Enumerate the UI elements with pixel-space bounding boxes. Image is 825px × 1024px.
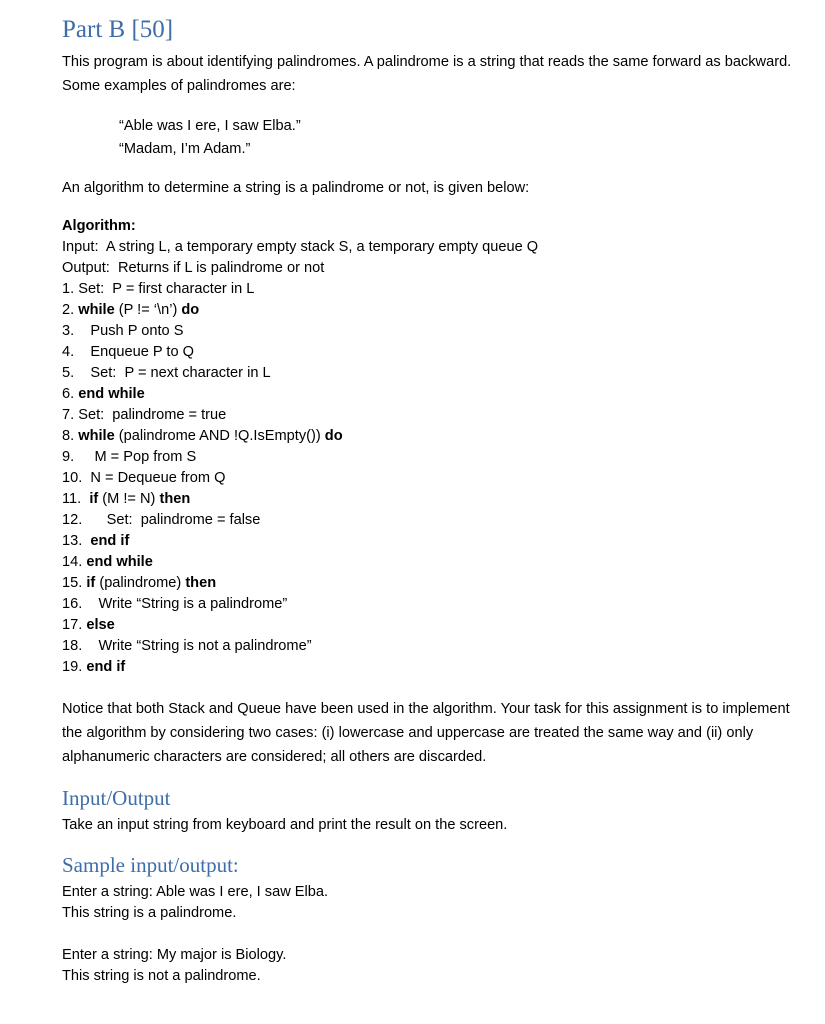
step-num: 4. [62, 344, 75, 360]
sample-1-output: This string is a palindrome. [62, 905, 237, 921]
algorithm-heading: Algorithm: [62, 218, 136, 234]
step-kw2: do [324, 428, 343, 444]
step-pre: M = Pop from S [74, 449, 197, 465]
step-pre: Push P onto S [74, 323, 184, 339]
step-post: (P != ‘\n’) [114, 302, 182, 318]
step-post: (M != N) [98, 491, 160, 507]
sample-2-output: This string is not a palindrome. [62, 968, 261, 984]
step-num: 19. [62, 659, 83, 675]
step-num: 12. [62, 512, 83, 528]
algorithm-step [62, 594, 538, 615]
algorithm-step [62, 657, 538, 678]
example-palindrome-1: “Able was I ere, I saw Elba.” [119, 118, 301, 134]
step-num: 6. [62, 386, 75, 402]
step-kw: if [89, 491, 99, 507]
step-num: 7. [62, 407, 75, 423]
algorithm-input: Input: A string L, a temporary empty stack S, a temporary empty queue Q [62, 239, 539, 255]
step-num: 14. [62, 554, 83, 570]
step-pre: Set: P = next character in L [74, 365, 271, 381]
algorithm-step [62, 342, 538, 363]
step-num: 9. [62, 449, 75, 465]
algorithm-intro: An algorithm to determine a string is a palindrome or not, is given below: [62, 180, 530, 196]
step-kw2: then [185, 575, 217, 591]
example-palindrome-2: “Madam, I’m Adam.” [119, 141, 251, 157]
algorithm-step [62, 573, 538, 594]
step-pre: Write “String is not a palindrome” [82, 638, 312, 654]
step-pre: Set: palindrome = true [74, 407, 227, 423]
step-num: 10. [62, 470, 83, 486]
algorithm-block [62, 216, 538, 678]
notice-paragraph: Notice that both Stack and Queue have been used in the algorithm. Your task for this assignment is to implement the algorithm by considering two cases: (i) lowercase and uppercase are treated the same way and (ii) only alphanumeric characters are considered; all others are discarded. [62, 701, 790, 765]
step-kw2: do [181, 302, 200, 318]
algorithm-step [62, 300, 538, 321]
intro-paragraph: This program is about identifying palindromes. A palindrome is a string that reads the same forward as backward. Some examples of palindromes are: [62, 54, 792, 94]
step-num: 8. [62, 428, 75, 444]
step-kw2: then [159, 491, 191, 507]
step-kw: if [86, 575, 96, 591]
io-text: Take an input string from keyboard and print the result on the screen. [62, 817, 508, 833]
step-num: 15. [62, 575, 83, 591]
algorithm-step [62, 384, 538, 405]
sample-heading: Sample input/output: [62, 853, 239, 877]
algorithm-step [62, 510, 538, 531]
algorithm-step [62, 426, 538, 447]
step-pre: Enqueue P to Q [74, 344, 194, 360]
sample-2-input: Enter a string: My major is Biology. [62, 947, 287, 963]
step-post: (palindrome) [95, 575, 186, 591]
algorithm-step [62, 531, 538, 552]
algorithm-step [62, 447, 538, 468]
step-num: 16. [62, 596, 83, 612]
step-kw: while [78, 428, 115, 444]
algorithm-step [62, 615, 538, 636]
page-title: Part B [50] [62, 16, 174, 43]
sample-1-input: Enter a string: Able was I ere, I saw Elba. [62, 884, 329, 900]
step-kw: end while [78, 386, 145, 402]
algorithm-output: Output: Returns if L is palindrome or not [62, 260, 325, 276]
algorithm-step [62, 636, 538, 657]
step-pre: Set: palindrome = false [82, 512, 261, 528]
step-post: (palindrome AND !Q.IsEmpty()) [114, 428, 325, 444]
algorithm-step [62, 405, 538, 426]
step-num: 17. [62, 617, 83, 633]
step-kw: while [78, 302, 115, 318]
step-num: 2. [62, 302, 75, 318]
step-num: 3. [62, 323, 75, 339]
algorithm-step [62, 363, 538, 384]
algorithm-steps [62, 279, 538, 678]
algorithm-step [62, 489, 538, 510]
algorithm-step [62, 279, 538, 300]
step-num: 13. [62, 533, 83, 549]
step-num: 18. [62, 638, 83, 654]
io-heading: Input/Output [62, 786, 171, 810]
step-pre: Write “String is a palindrome” [82, 596, 288, 612]
step-pre: N = Dequeue from Q [82, 470, 226, 486]
algorithm-step [62, 321, 538, 342]
step-kw: end if [90, 533, 130, 549]
step-pre: Set: P = first character in L [74, 281, 255, 297]
step-num: 11. [62, 491, 82, 507]
step-kw: end if [86, 659, 126, 675]
algorithm-step [62, 468, 538, 489]
step-num: 1. [62, 281, 75, 297]
algorithm-step [62, 552, 538, 573]
step-kw: end while [86, 554, 153, 570]
step-kw: else [86, 617, 115, 633]
step-num: 5. [62, 365, 75, 381]
